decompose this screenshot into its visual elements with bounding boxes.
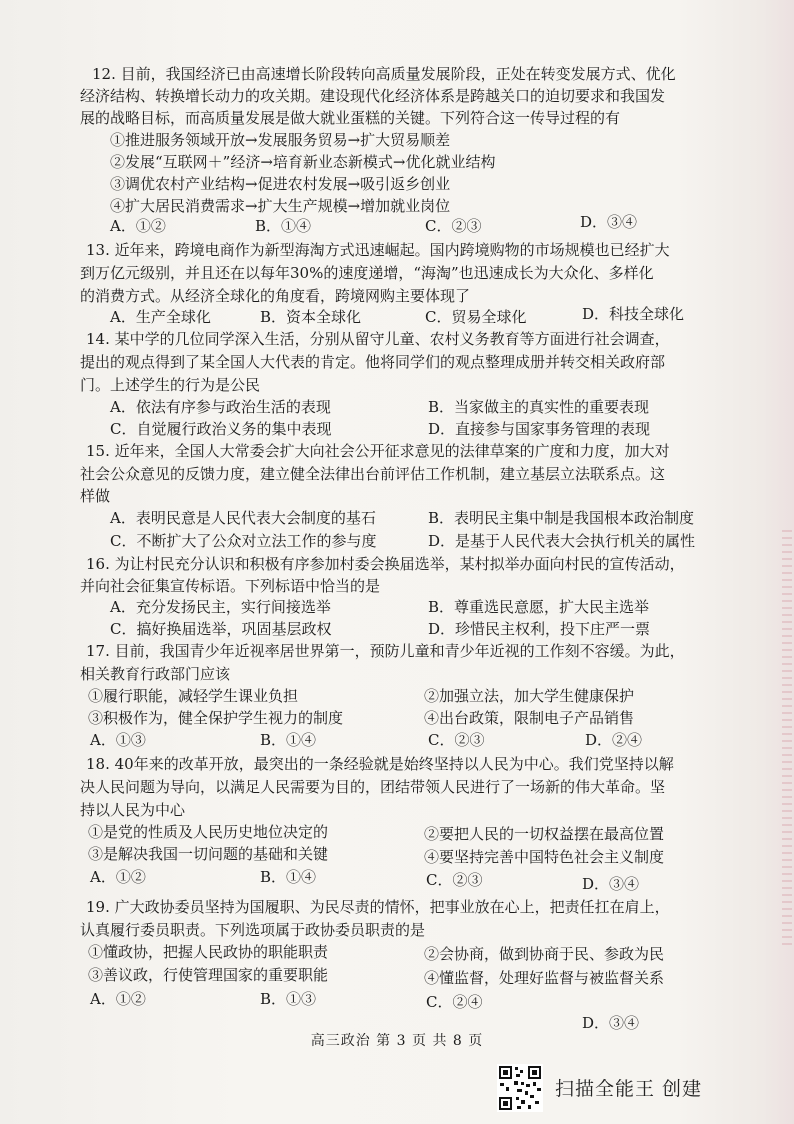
page-edge-mark xyxy=(782,530,792,950)
q12-item-4: ④扩大居民消费需求→扩大生产规模→增加就业岗位 xyxy=(110,197,451,215)
q16-option-b: B．尊重选民意愿，扩大民主选举 xyxy=(428,598,650,616)
q16-option-a: A．充分发扬民主，实行间接选举 xyxy=(110,598,331,616)
q14-option-b: B．当家做主的真实性的重要表现 xyxy=(428,398,650,416)
q14-option-d: D．直接参与国家事务管理的表现 xyxy=(428,420,651,438)
q17-item-1: ①履行职能，减轻学生课业负担 xyxy=(88,687,299,705)
q18-stem-line2: 决人民问题为导向，以满足人民需要为目的，团结带领人民进行了一场新的伟大革命。坚 xyxy=(80,778,666,796)
q12-item-3: ③调优农村产业结构→促进农村发展→吸引返乡创业 xyxy=(110,175,451,193)
q12-option-b: B．①④ xyxy=(255,217,312,235)
q18-item-1: ①是党的性质及人民历史地位决定的 xyxy=(88,823,329,841)
q12-item-2: ②发展“互联网＋”经济→培育新业态新模式→优化就业结构 xyxy=(110,153,496,171)
q12-option-d: D．③④ xyxy=(580,213,638,231)
q17-option-a: A．①③ xyxy=(90,731,146,749)
q17-item-3: ③积极作为，健全保护学生视力的制度 xyxy=(88,709,344,727)
q15-option-a: A．表明民意是人民代表大会制度的基石 xyxy=(110,509,376,527)
q18-option-c: C．②③ xyxy=(426,871,483,889)
q18-stem-line3: 持以人民为中心 xyxy=(80,801,186,819)
q16-stem-line1: 16. 为让村民充分认识和积极有序参加村委会换届选举，某村拟举办面向村民的宣传活动， xyxy=(86,555,685,573)
q13-stem-line2: 到万亿元级别，并且还在以每年30%的速度递增，“海淘”也迅速成长为大众化、多样化 xyxy=(80,264,654,282)
q16-option-c: C．搞好换届选举，巩固基层政权 xyxy=(110,620,332,638)
q12-stem-line2: 经济结构、转换增长动力的攻关期。建设现代化经济体系是跨越关口的迫切要求和我国发 xyxy=(80,87,666,105)
page-footer: 高三政治 第 3 页 共 8 页 xyxy=(310,1033,484,1049)
q15-stem-line2: 社会公众意见的反馈力度，建立健全法律出台前评估工作机制，建立基层立法联系点。这 xyxy=(80,465,666,483)
q12-option-c: C．②③ xyxy=(425,217,482,235)
q12-stem-line3: 展的战略目标，而高质量发展是做大就业蛋糕的关键。下列符合这一传导过程的有 xyxy=(80,109,621,127)
q12-option-a: A．①② xyxy=(110,217,166,235)
q18-option-a: A．①② xyxy=(90,868,146,886)
q19-item-2: ②会协商，做到协商于民、参政为民 xyxy=(424,945,665,963)
q19-stem-line2: 认真履行委员职责。下列选项属于政协委员职责的是 xyxy=(80,921,426,939)
q15-option-b: B．表明民主集中制是我国根本政治制度 xyxy=(428,509,695,527)
q15-option-d: D．是基于人民代表大会执行机关的属性 xyxy=(428,532,696,550)
q19-stem-line1: 19. 广大政协委员坚持为国履职、为民尽责的情怀，把事业放在心上，把责任扛在肩上， xyxy=(86,898,670,916)
q19-option-b: B．①③ xyxy=(260,990,317,1008)
scanner-watermark: 扫描全能王 创建 xyxy=(555,1078,703,1100)
q17-option-d: D．②④ xyxy=(585,731,643,749)
q13-option-b: B．资本全球化 xyxy=(260,308,362,326)
q17-item-2: ②加强立法，加大学生健康保护 xyxy=(424,687,635,705)
q16-option-d: D．珍惜民主权利，投下庄严一票 xyxy=(428,620,651,638)
q15-stem-line1: 15. 近年来，全国人大常委会扩大向社会公开征求意见的法律草案的广度和力度，加大对 xyxy=(86,442,670,460)
q13-stem-line1: 13. 近年来，跨境电商作为新型海淘方式迅速崛起。国内跨境购物的市场规模也已经扩大 xyxy=(86,241,670,259)
q14-option-c: C．自觉履行政治义务的集中表现 xyxy=(110,420,332,438)
q18-item-3: ③是解决我国一切问题的基础和关键 xyxy=(88,845,329,863)
q19-option-d: D．③④ xyxy=(582,1014,640,1032)
q19-item-3: ③善议政，行使管理国家的重要职能 xyxy=(88,966,329,984)
q14-option-a: A．依法有序参与政治生活的表现 xyxy=(110,398,331,416)
q19-item-4: ④懂监督，处理好监督与被监督关系 xyxy=(424,969,665,987)
q17-stem-line2: 相关教育行政部门应该 xyxy=(80,665,231,683)
q17-item-4: ④出台政策，限制电子产品销售 xyxy=(424,709,635,727)
q15-option-c: C．不断扩大了公众对立法工作的参与度 xyxy=(110,532,377,550)
q12-stem-line1: 12. 目前，我国经济已由高速增长阶段转向高质量发展阶段，正处在转变发展方式、优化 xyxy=(92,65,676,83)
q13-option-d: D．科技全球化 xyxy=(582,305,685,323)
q19-item-1: ①懂政协，把握人民政协的职能职责 xyxy=(88,943,329,961)
qr-code-icon xyxy=(497,1064,543,1112)
q12-item-1: ①推进服务领域开放→发展服务贸易→扩大贸易顺差 xyxy=(110,131,451,149)
q13-stem-line3: 的消费方式。从经济全球化的角度看，跨境网购主要体现了 xyxy=(80,287,471,305)
q15-stem-line3: 样做 xyxy=(80,487,111,505)
q13-option-c: C．贸易全球化 xyxy=(425,308,527,326)
q18-option-d: D．③④ xyxy=(582,875,640,893)
q14-stem-line3: 门。上述学生的行为是公民 xyxy=(80,376,261,394)
q18-item-2: ②要把人民的一切权益摆在最高位置 xyxy=(424,825,665,843)
q14-stem-line2: 提出的观点得到了某全国人大代表的肯定。他将同学们的观点整理成册并转交相关政府部 xyxy=(80,353,666,371)
q19-option-c: C．②④ xyxy=(426,993,483,1011)
q17-option-b: B．①④ xyxy=(260,731,317,749)
q18-item-4: ④要坚持完善中国特色社会主义制度 xyxy=(424,848,665,866)
q18-stem-line1: 18. 40年来的改革开放，最突出的一条经验就是始终坚持以人民为中心。我们党坚持以解 xyxy=(86,755,674,773)
q19-option-a: A．①② xyxy=(90,990,146,1008)
q13-option-a: A．生产全球化 xyxy=(110,308,211,326)
q17-option-c: C．②③ xyxy=(428,731,485,749)
q17-stem-line1: 17. 目前，我国青少年近视率居世界第一，预防儿童和青少年近视的工作刻不容缓。为此， xyxy=(86,642,685,660)
q18-option-b: B．①④ xyxy=(260,868,317,886)
q16-stem-line2: 并向社会征集宣传标语。下列标语中恰当的是 xyxy=(80,577,381,595)
q14-stem-line1: 14. 某中学的几位同学深入生活，分别从留守儿童、农村义务教育等方面进行社会调查， xyxy=(86,330,670,348)
